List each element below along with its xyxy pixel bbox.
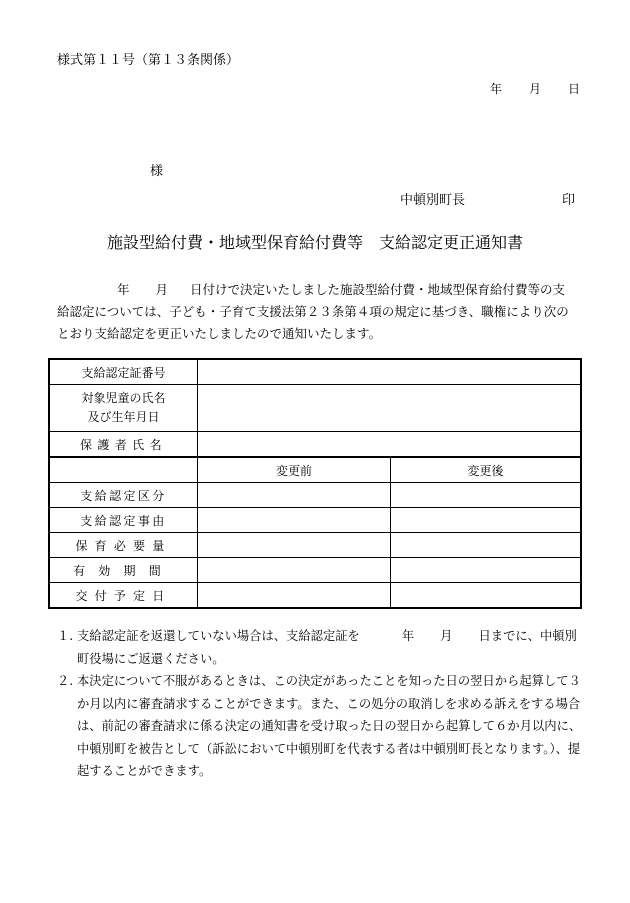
addressee: 様 <box>150 164 164 179</box>
date-month: 月 <box>528 82 541 96</box>
cell-category-after <box>391 483 582 508</box>
note-1-month: 月 <box>440 629 453 643</box>
document-title: 施設型給付費・地域型保育給付費等 支給認定更正通知書 <box>106 233 523 252</box>
certification-table <box>48 358 582 609</box>
table-header-row <box>49 457 581 483</box>
table-row <box>49 432 581 458</box>
body-paragraph <box>57 279 577 345</box>
date-year: 年 <box>490 82 503 96</box>
cell-issue-date-after <box>391 583 582 609</box>
table-row <box>49 483 581 508</box>
row-label-cert-number: 支給認定証番号 <box>49 359 198 385</box>
date-day: 日 <box>567 82 580 96</box>
seal-mark: 印 <box>561 193 575 208</box>
body-month: 月 <box>155 282 169 297</box>
issue-date <box>490 80 580 97</box>
cell-guardian <box>198 432 582 458</box>
note-2 <box>57 670 582 783</box>
cell-amount-after <box>391 533 582 558</box>
header-after: 変更後 <box>391 457 582 483</box>
note-1-part2: 日までに、中頓別町役場にご返還ください。 <box>77 629 577 666</box>
issuer <box>400 189 575 208</box>
body-text: 日付けで決定いたしました施設型給付費・地域型保育給付費等の支給認定については、子ども・子育て支援法第２３条第４項の規定に基づき、職権により次のとおり支給認定を更正いたしましたので通知いたします。 <box>57 282 569 341</box>
table-row <box>49 533 581 558</box>
cell-period-after <box>391 558 582 583</box>
row-label-period: 有効期間 <box>49 558 198 583</box>
cell-issue-date-before <box>198 583 391 609</box>
cell-reason-before <box>198 508 391 533</box>
note-1-part1: 支給認定証を返還していない場合は、支給認定証を <box>77 629 360 643</box>
notes <box>57 625 582 783</box>
table-row <box>49 359 581 385</box>
header-before: 変更前 <box>198 457 391 483</box>
row-label-amount: 保育必要量 <box>49 533 198 558</box>
note-number: １. <box>57 629 74 643</box>
cell-child <box>198 385 582 432</box>
note-number: ２. <box>57 674 74 688</box>
body-year: 年 <box>117 282 130 297</box>
cell-period-before <box>198 558 391 583</box>
cell-amount-before <box>198 533 391 558</box>
row-label-category: 支給認定区分 <box>49 483 198 508</box>
row-label-guardian: 保護者氏名 <box>49 432 198 458</box>
row-label-issue-date: 交付予定日 <box>49 583 198 609</box>
form-number: 様式第１１号（第１３条関係） <box>57 53 240 68</box>
table-row <box>49 385 581 432</box>
cell-category-before <box>198 483 391 508</box>
cell-cert-number <box>198 359 582 385</box>
row-label-child: 対象児童の氏名 及び生年月日 <box>49 385 198 432</box>
note-1-year: 年 <box>401 629 415 643</box>
table-row <box>49 583 581 609</box>
row-label-reason: 支給認定事由 <box>49 508 198 533</box>
issuer-name: 中頓別町長 <box>400 193 466 208</box>
table-row <box>49 558 581 583</box>
header-blank <box>49 457 198 483</box>
note-2-text: 本決定について不服があるときは、この決定があったことを知った日の翌日から起算して３か月以内に審査請求することができます。また、この処分の取消しを求める訴えをする場合は、前記の審査請求に係る決定の通知書を受け取った日の翌日から起算して６か月以内に、中頓別町を被告として（訴訟において中頓別町を代表する者は中頓別町長となります。）、提起することができます。 <box>77 674 582 778</box>
cell-reason-after <box>391 508 582 533</box>
table-row <box>49 508 581 533</box>
note-1 <box>57 625 582 670</box>
